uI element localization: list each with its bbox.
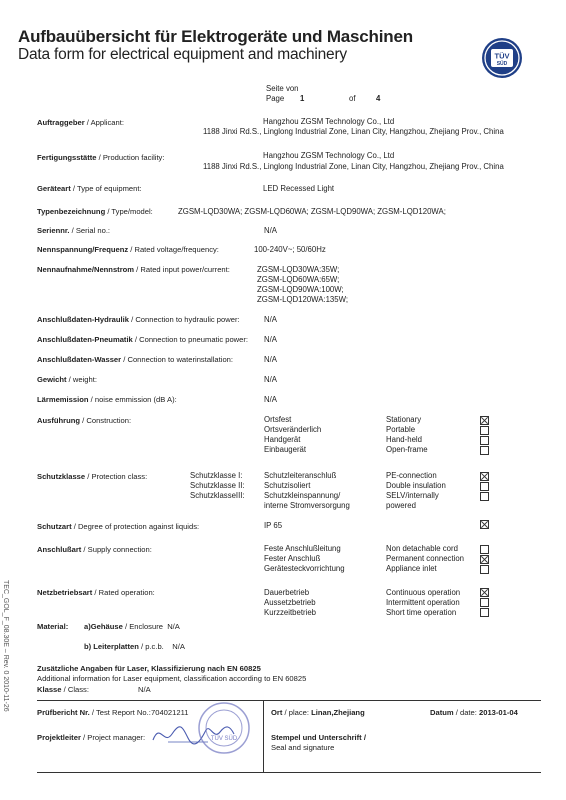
ip-value: IP 65 xyxy=(264,521,283,530)
protection-option-de: interne Stromversorgung xyxy=(264,501,350,510)
type-equipment-value: LED Recessed Light xyxy=(263,184,335,193)
type-model-value: ZGSM-LQD30WA; ZGSM-LQD60WA; ZGSM-LQD90WA; ZGSM-LQD120WA; xyxy=(178,207,446,216)
checkbox-continuous[interactable] xyxy=(480,588,489,597)
checkbox-appliance-inlet[interactable] xyxy=(480,565,489,574)
side-doc-code: TEC_GOL_F_08.30E – Rev. 0 2010-11-26 xyxy=(2,580,9,712)
checkbox-pe-connection[interactable] xyxy=(480,472,489,481)
material-label: Material: xyxy=(37,622,69,631)
date-label: Datum / date: 2013-01-04 xyxy=(430,708,518,717)
production-label: Fertigungsstätte / Production facility: xyxy=(37,153,165,162)
power-value-2: ZGSM-LQD60WA:65W; xyxy=(257,275,340,284)
page-total: 4 xyxy=(376,94,381,103)
construction-options-en xyxy=(386,415,428,455)
protection-class-item: SchutzklasseIII: xyxy=(190,491,245,500)
laser-subtitle: Additional information for Laser equipment, classification according to EN 60825 xyxy=(37,674,307,683)
tuv-sud-logo xyxy=(481,37,523,79)
checkbox-selv[interactable] xyxy=(480,492,489,501)
construction-option-en: Hand-held xyxy=(386,435,422,444)
construction-options-de xyxy=(264,415,321,455)
supply-option-en: Permanent connection xyxy=(386,554,465,563)
power-value-3: ZGSM-LQD90WA:100W; xyxy=(257,285,344,294)
checkbox-ip[interactable] xyxy=(480,520,489,529)
protection-option-de: Schutzkleinspannung/ xyxy=(264,491,341,500)
title-english: Data form for electrical equipment and machinery xyxy=(18,46,347,63)
supply-options-de xyxy=(264,544,345,574)
supply-option-en: Non detachable cord xyxy=(386,544,458,553)
footer-bottom-line xyxy=(37,772,541,773)
production-name: Hangzhou ZGSM Technology Co., Ltd xyxy=(263,151,395,160)
protection-class-label: Schutzklasse / Protection class: xyxy=(37,472,148,481)
page-current: 1 xyxy=(300,94,305,103)
operation-option-en: Continuous operation xyxy=(386,588,461,597)
operation-option-de: Kurzzeitbetrieb xyxy=(264,608,317,617)
weight-label: Gewicht / weight: xyxy=(37,375,97,384)
construction-option-de: Handgerät xyxy=(264,435,301,444)
voltage-label: Nennspannung/Frequenz / Rated voltage/frequency: xyxy=(37,245,219,254)
construction-option-en: Portable xyxy=(386,425,416,434)
construction-option-en: Open-frame xyxy=(386,445,428,454)
protection-option-en: Double insulation xyxy=(386,481,446,490)
checkbox-non-detachable[interactable] xyxy=(480,545,489,554)
supply-options-en xyxy=(386,544,464,574)
construction-option-en: Stationary xyxy=(386,415,422,424)
operation-options-en xyxy=(386,588,460,618)
applicant-label: Auftraggeber / Applicant: xyxy=(37,118,124,127)
operation-options-de xyxy=(264,588,316,618)
laser-class-value: N/A xyxy=(138,685,151,694)
pneumatic-label: Anschlußdaten-Pneumatik / Connection to pneumatic power: xyxy=(37,335,249,344)
water-value: N/A xyxy=(264,355,277,364)
footer-divider xyxy=(37,700,541,701)
construction-label: Ausführung / Construction: xyxy=(37,416,132,425)
operation-option-de: Aussetzbetrieb xyxy=(264,598,316,607)
report-number-label: Prüfbericht Nr. / Test Report No.: xyxy=(37,708,151,717)
noise-label: Lärmemission / noise emmission (dB A): xyxy=(37,395,177,404)
applicant-address: 1188 Jinxi Rd.S., Linglong Industrial Zone, Linan City, Hangzhou, Zhejiang Prov., China xyxy=(203,127,504,136)
protection-option-en: powered xyxy=(386,501,416,510)
operation-option-en: Intermittent operation xyxy=(386,598,460,607)
weight-value: N/A xyxy=(264,375,277,384)
checkbox-portable[interactable] xyxy=(480,426,489,435)
seal-text: TÜV SÜD xyxy=(210,736,238,742)
checkbox-short-time[interactable] xyxy=(480,608,489,617)
place-label: Ort / place: Linan,Zhejiang xyxy=(271,708,365,717)
power-value-4: ZGSM-LQD120WA:135W; xyxy=(257,295,348,304)
material-pcb: b) Leiterplatten / p.c.b. N/A xyxy=(84,642,185,651)
voltage-value: 100-240V~; 50/60Hz xyxy=(254,245,326,254)
power-value-1: ZGSM-LQD30WA:35W; xyxy=(257,265,340,274)
protection-options-de xyxy=(264,471,350,511)
stamp-label: Stempel und Unterschrift / xyxy=(271,733,366,742)
ip-label: Schutzart / Degree of protection against liquids: xyxy=(37,522,200,531)
supply-option-en: Appliance inlet xyxy=(386,564,437,573)
noise-value: N/A xyxy=(264,395,277,404)
stamp-sub: Seal and signature xyxy=(271,743,335,752)
type-model-label: Typenbezeichnung / Type/model: xyxy=(37,207,153,216)
production-address: 1188 Jinxi Rd.S., Linglong Industrial Zone, Linan City, Hangzhou, Zhejiang Prov., China xyxy=(203,162,504,171)
protection-option-de: Schutzisoliert xyxy=(264,481,311,490)
material-enclosure: a)Gehäuse / Enclosure N/A xyxy=(84,622,180,631)
report-number: 704021211 xyxy=(151,708,189,717)
protection-class-item: Schutzklasse I: xyxy=(190,471,243,480)
supply-option-de: Gerätesteckvorrichtung xyxy=(264,564,345,573)
protection-option-en: PE-connection xyxy=(386,471,437,480)
protection-options-en xyxy=(386,471,446,511)
water-label: Anschlußdaten-Wasser / Connection to waterinstallation: xyxy=(37,355,233,364)
checkbox-double-insulation[interactable] xyxy=(480,482,489,491)
page-label-de: Seite von xyxy=(266,84,299,93)
construction-option-de: Ortsveränderlich xyxy=(264,425,322,434)
applicant-name: Hangzhou ZGSM Technology Co., Ltd xyxy=(263,117,395,126)
construction-option-de: Ortsfest xyxy=(264,415,292,424)
checkbox-hand-held[interactable] xyxy=(480,436,489,445)
operation-label: Netzbetriebsart / Rated operation: xyxy=(37,588,155,597)
company-seal xyxy=(196,700,252,756)
checkbox-permanent[interactable] xyxy=(480,555,489,564)
supply-label: Anschlußart / Supply connection: xyxy=(37,545,152,554)
protection-option-de: Schutzleiteranschluß xyxy=(264,471,337,480)
page-of: of xyxy=(349,94,356,103)
checkbox-open-frame[interactable] xyxy=(480,446,489,455)
supply-option-de: Feste Anschlußleitung xyxy=(264,544,341,553)
project-manager-label: Projektleiter / Project manager: xyxy=(37,733,146,742)
protection-class-item: Schutzklasse II: xyxy=(190,481,245,490)
power-values xyxy=(257,265,348,305)
laser-class: Klasse / Class: xyxy=(37,685,89,694)
hydraulic-label: Anschlußdaten-Hydraulik / Connection to hydraulic power: xyxy=(37,315,240,324)
logo-sub: SÜD xyxy=(496,61,508,67)
serial-label: Seriennr. / Serial no.: xyxy=(37,226,111,235)
pneumatic-value: N/A xyxy=(264,335,277,344)
type-equipment-label: Geräteart / Type of equipment: xyxy=(37,184,142,193)
checkbox-stationary[interactable] xyxy=(480,416,489,425)
laser-title: Zusätzliche Angaben für Laser, Klassifizierung nach EN 60825 xyxy=(37,664,261,673)
power-label: Nennaufnahme/Nennstrom / Rated input power/current: xyxy=(37,265,230,274)
logo-text: TÜV xyxy=(494,51,510,61)
title-german: Aufbauübersicht für Elektrogeräte und Maschinen xyxy=(18,27,413,46)
page-label: Page xyxy=(266,94,285,103)
checkbox-intermittent[interactable] xyxy=(480,598,489,607)
footer-vertical-divider xyxy=(263,700,264,772)
hydraulic-value: N/A xyxy=(264,315,277,324)
operation-option-de: Dauerbetrieb xyxy=(264,588,310,597)
operation-option-en: Short time operation xyxy=(386,608,457,617)
serial-value: N/A xyxy=(264,226,277,235)
construction-option-de: Einbaugerät xyxy=(264,445,307,454)
supply-option-de: Fester Anschluß xyxy=(264,554,321,563)
protection-option-en: SELV/internally xyxy=(386,491,439,500)
protection-classes xyxy=(190,471,245,501)
